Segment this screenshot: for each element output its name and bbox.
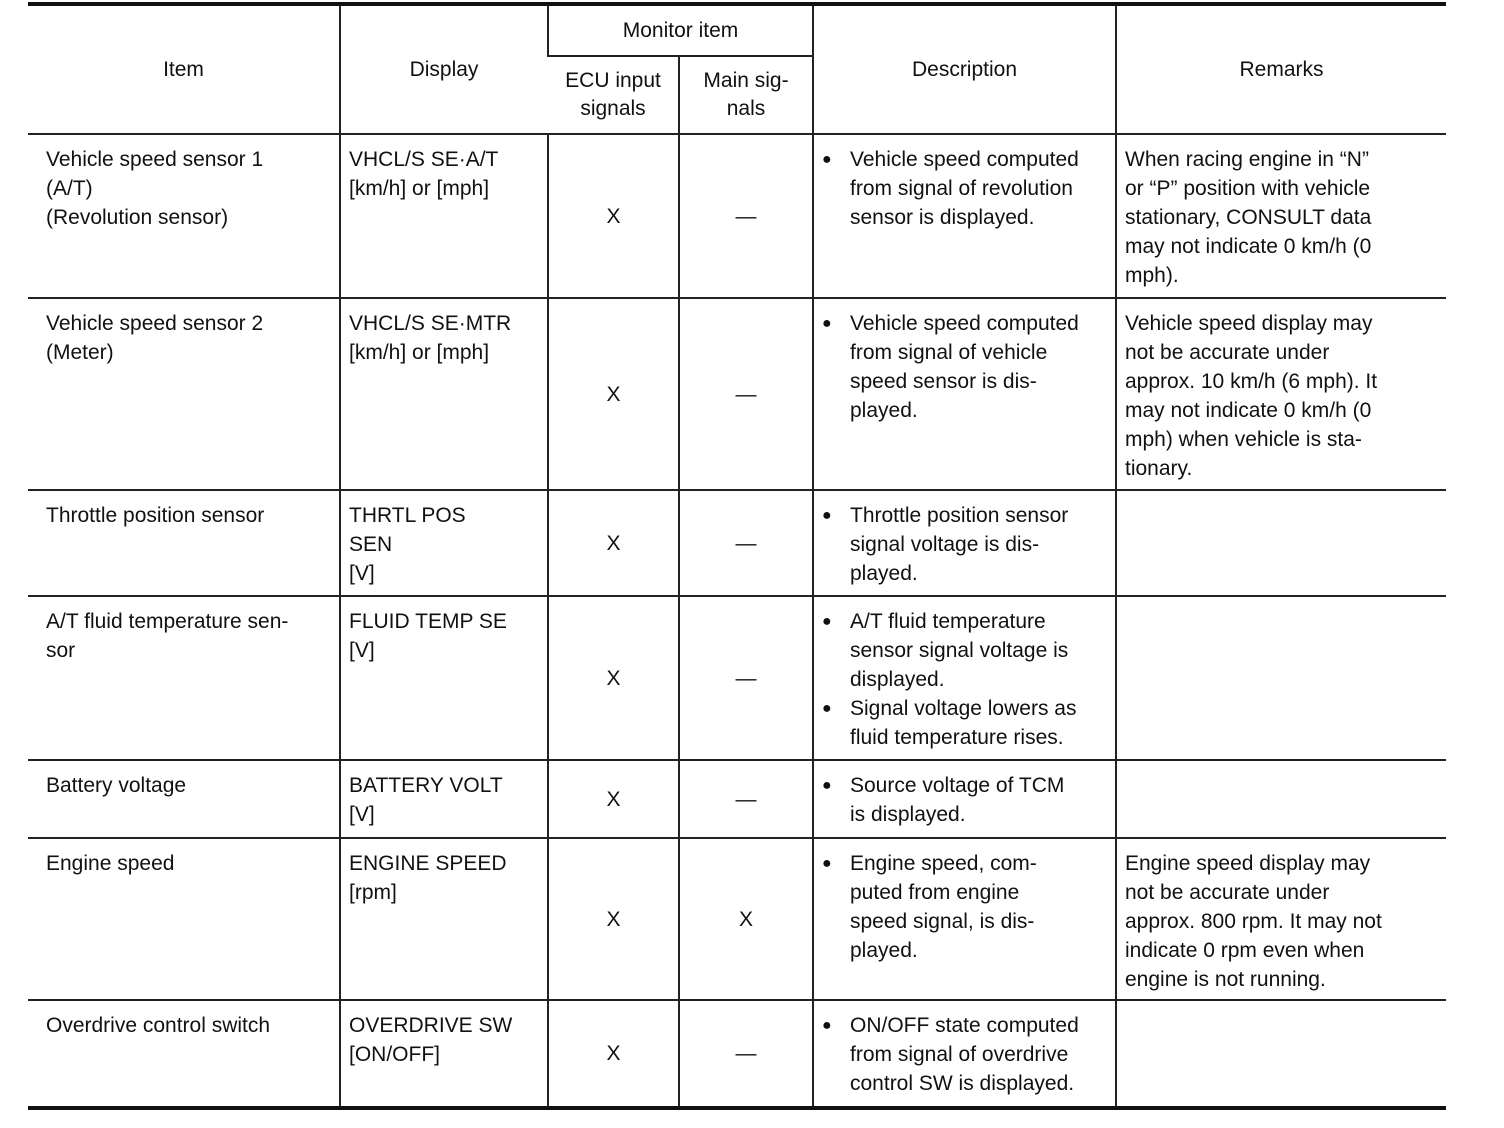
description-line: played. — [850, 939, 918, 962]
header-remarks: Remarks — [1116, 4, 1446, 134]
description-line: A/T fluid temperature — [850, 610, 1046, 633]
monitor-item-table-container — [28, 2, 1446, 1110]
bullet-icon: ● — [822, 151, 832, 168]
remarks-line: tionary. — [1125, 457, 1193, 480]
cell-main-signals: X — [679, 838, 813, 1000]
display-line: THRTL POS — [349, 504, 466, 527]
cell-main-signals: — — [679, 490, 813, 596]
description-line: fluid temperature rises. — [850, 726, 1064, 749]
cell-ecu-input: X — [548, 134, 679, 298]
description-bullet — [820, 309, 1109, 425]
cell-description — [813, 760, 1116, 838]
table-row — [28, 760, 1446, 838]
display-line: [V] — [349, 639, 375, 662]
header-ecu-input-line2: signals — [580, 97, 646, 120]
bullet-text — [850, 849, 1109, 965]
table-row — [28, 596, 1446, 760]
cell-item — [28, 760, 340, 838]
item-line: Vehicle speed sensor 1 — [46, 148, 264, 171]
cell-main-signals: — — [679, 760, 813, 838]
description-line: signal voltage is dis- — [850, 533, 1040, 556]
cell-ecu-input: X — [548, 298, 679, 490]
cell-main-signals: — — [679, 1000, 813, 1108]
cell-remarks — [1116, 298, 1446, 490]
bullet-text — [850, 1011, 1109, 1098]
cell-display — [340, 596, 548, 760]
display-line: [V] — [349, 803, 375, 826]
header-ecu-input-signals — [548, 56, 679, 134]
cell-remarks — [1116, 490, 1446, 596]
remarks-line: When racing engine in “N” — [1125, 148, 1369, 171]
cell-description — [813, 134, 1116, 298]
display-line: ENGINE SPEED — [349, 852, 507, 875]
bullet-icon: ● — [822, 613, 832, 630]
cell-ecu-input: X — [548, 490, 679, 596]
cell-remarks — [1116, 1000, 1446, 1108]
header-description: Description — [813, 4, 1116, 134]
description-line: sensor signal voltage is — [850, 639, 1069, 662]
description-line: displayed. — [850, 668, 945, 691]
remarks-line: indicate 0 rpm even when — [1125, 939, 1365, 962]
description-line: sensor is displayed. — [850, 206, 1035, 229]
description-line: puted from engine — [850, 881, 1020, 904]
header-display: Display — [340, 4, 548, 134]
bullet-text — [850, 694, 1109, 752]
description-line: Vehicle speed computed — [850, 148, 1079, 171]
remarks-line: engine is not running. — [1125, 968, 1326, 991]
description-line: control SW is displayed. — [850, 1072, 1075, 1095]
cell-description — [813, 838, 1116, 1000]
cell-main-signals: — — [679, 298, 813, 490]
item-line: A/T fluid temperature sen- — [46, 610, 289, 633]
cell-remarks — [1116, 760, 1446, 838]
description-line: from signal of overdrive — [850, 1043, 1069, 1066]
display-line: [km/h] or [mph] — [349, 341, 490, 364]
bullet-text — [850, 309, 1109, 425]
description-bullet — [820, 771, 1109, 829]
cell-main-signals: — — [679, 134, 813, 298]
description-line: played. — [850, 562, 918, 585]
bullet-icon: ● — [822, 700, 832, 717]
cell-item — [28, 298, 340, 490]
cell-display — [340, 298, 548, 490]
table-row — [28, 838, 1446, 1000]
cell-main-signals: — — [679, 596, 813, 760]
item-line: sor — [46, 639, 76, 662]
description-line: Vehicle speed computed — [850, 312, 1079, 335]
description-line: speed signal, is dis- — [850, 910, 1035, 933]
remarks-line: mph) when vehicle is sta- — [1125, 428, 1362, 451]
item-line: (Meter) — [46, 341, 114, 364]
cell-display — [340, 490, 548, 596]
bullet-icon: ● — [822, 315, 832, 332]
display-line: VHCL/S SE·A/T — [349, 148, 499, 171]
description-line: Throttle position sensor — [850, 504, 1069, 527]
description-line: is displayed. — [850, 803, 966, 826]
remarks-line: Vehicle speed display may — [1125, 312, 1373, 335]
bullet-text — [850, 501, 1109, 588]
display-line: [rpm] — [349, 881, 397, 904]
cell-display — [340, 760, 548, 838]
remarks-line: Engine speed display may — [1125, 852, 1371, 875]
header-main-signals-line1: Main sig- — [703, 69, 789, 92]
header-item: Item — [28, 4, 340, 134]
description-line: from signal of revolution — [850, 177, 1073, 200]
header-main-signals-line2: nals — [726, 97, 766, 120]
cell-display — [340, 838, 548, 1000]
item-line: Throttle position sensor — [46, 504, 265, 527]
description-line: Signal voltage lowers as — [850, 697, 1077, 720]
header-main-signals — [679, 56, 813, 134]
display-line: BATTERY VOLT — [349, 774, 503, 797]
description-line: from signal of vehicle — [850, 341, 1048, 364]
cell-ecu-input: X — [548, 760, 679, 838]
description-bullet — [820, 501, 1109, 588]
description-line: Engine speed, com- — [850, 852, 1037, 875]
cell-display — [340, 134, 548, 298]
remarks-line: approx. 10 km/h (6 mph). It — [1125, 370, 1378, 393]
display-line: [V] — [349, 562, 375, 585]
table-row — [28, 298, 1446, 490]
item-line: Vehicle speed sensor 2 — [46, 312, 264, 335]
bullet-icon: ● — [822, 1017, 832, 1034]
cell-item — [28, 838, 340, 1000]
display-line: SEN — [349, 533, 393, 556]
cell-ecu-input: X — [548, 1000, 679, 1108]
bullet-icon: ● — [822, 855, 832, 872]
table-body — [28, 134, 1446, 1108]
bullet-icon: ● — [822, 777, 832, 794]
remarks-line: mph). — [1125, 264, 1179, 287]
cell-remarks — [1116, 596, 1446, 760]
item-line: (A/T) — [46, 177, 93, 200]
remarks-line: may not indicate 0 km/h (0 — [1125, 399, 1372, 422]
display-line: [km/h] or [mph] — [349, 177, 490, 200]
cell-remarks — [1116, 134, 1446, 298]
cell-ecu-input: X — [548, 838, 679, 1000]
table-row — [28, 490, 1446, 596]
table-header — [28, 4, 1446, 134]
table-row — [28, 134, 1446, 298]
cell-remarks — [1116, 838, 1446, 1000]
description-line: played. — [850, 399, 918, 422]
item-line: (Revolution sensor) — [46, 206, 229, 229]
cell-ecu-input: X — [548, 596, 679, 760]
item-line: Battery voltage — [46, 774, 187, 797]
description-bullet — [820, 607, 1109, 694]
bullet-text — [850, 145, 1109, 232]
remarks-line: not be accurate under — [1125, 881, 1330, 904]
cell-item — [28, 596, 340, 760]
description-bullet — [820, 694, 1109, 752]
bullet-icon: ● — [822, 507, 832, 524]
description-bullet — [820, 1011, 1109, 1098]
bullet-text — [850, 771, 1109, 829]
cell-description — [813, 298, 1116, 490]
bullet-text — [850, 607, 1109, 694]
description-line: ON/OFF state computed — [850, 1014, 1079, 1037]
cell-description — [813, 490, 1116, 596]
description-line: Source voltage of TCM — [850, 774, 1065, 797]
item-line: Engine speed — [46, 852, 175, 875]
remarks-line: not be accurate under — [1125, 341, 1330, 364]
cell-item — [28, 134, 340, 298]
header-monitor-item: Monitor item — [548, 4, 813, 56]
display-line: OVERDRIVE SW — [349, 1014, 513, 1037]
cell-display — [340, 1000, 548, 1108]
cell-item — [28, 1000, 340, 1108]
display-line: [ON/OFF] — [349, 1043, 440, 1066]
monitor-item-table — [28, 2, 1446, 1110]
item-line: Overdrive control switch — [46, 1014, 271, 1037]
remarks-line: may not indicate 0 km/h (0 — [1125, 235, 1372, 258]
description-bullet — [820, 849, 1109, 965]
remarks-line: stationary, CONSULT data — [1125, 206, 1372, 229]
cell-description — [813, 1000, 1116, 1108]
cell-description — [813, 596, 1116, 760]
display-line: FLUID TEMP SE — [349, 610, 507, 633]
description-line: speed sensor is dis- — [850, 370, 1037, 393]
description-bullet — [820, 145, 1109, 232]
cell-item — [28, 490, 340, 596]
remarks-line: or “P” position with vehicle — [1125, 177, 1371, 200]
display-line: VHCL/S SE·MTR — [349, 312, 512, 335]
header-ecu-input-line1: ECU input — [565, 69, 661, 92]
table-row — [28, 1000, 1446, 1108]
remarks-line: approx. 800 rpm. It may not — [1125, 910, 1382, 933]
